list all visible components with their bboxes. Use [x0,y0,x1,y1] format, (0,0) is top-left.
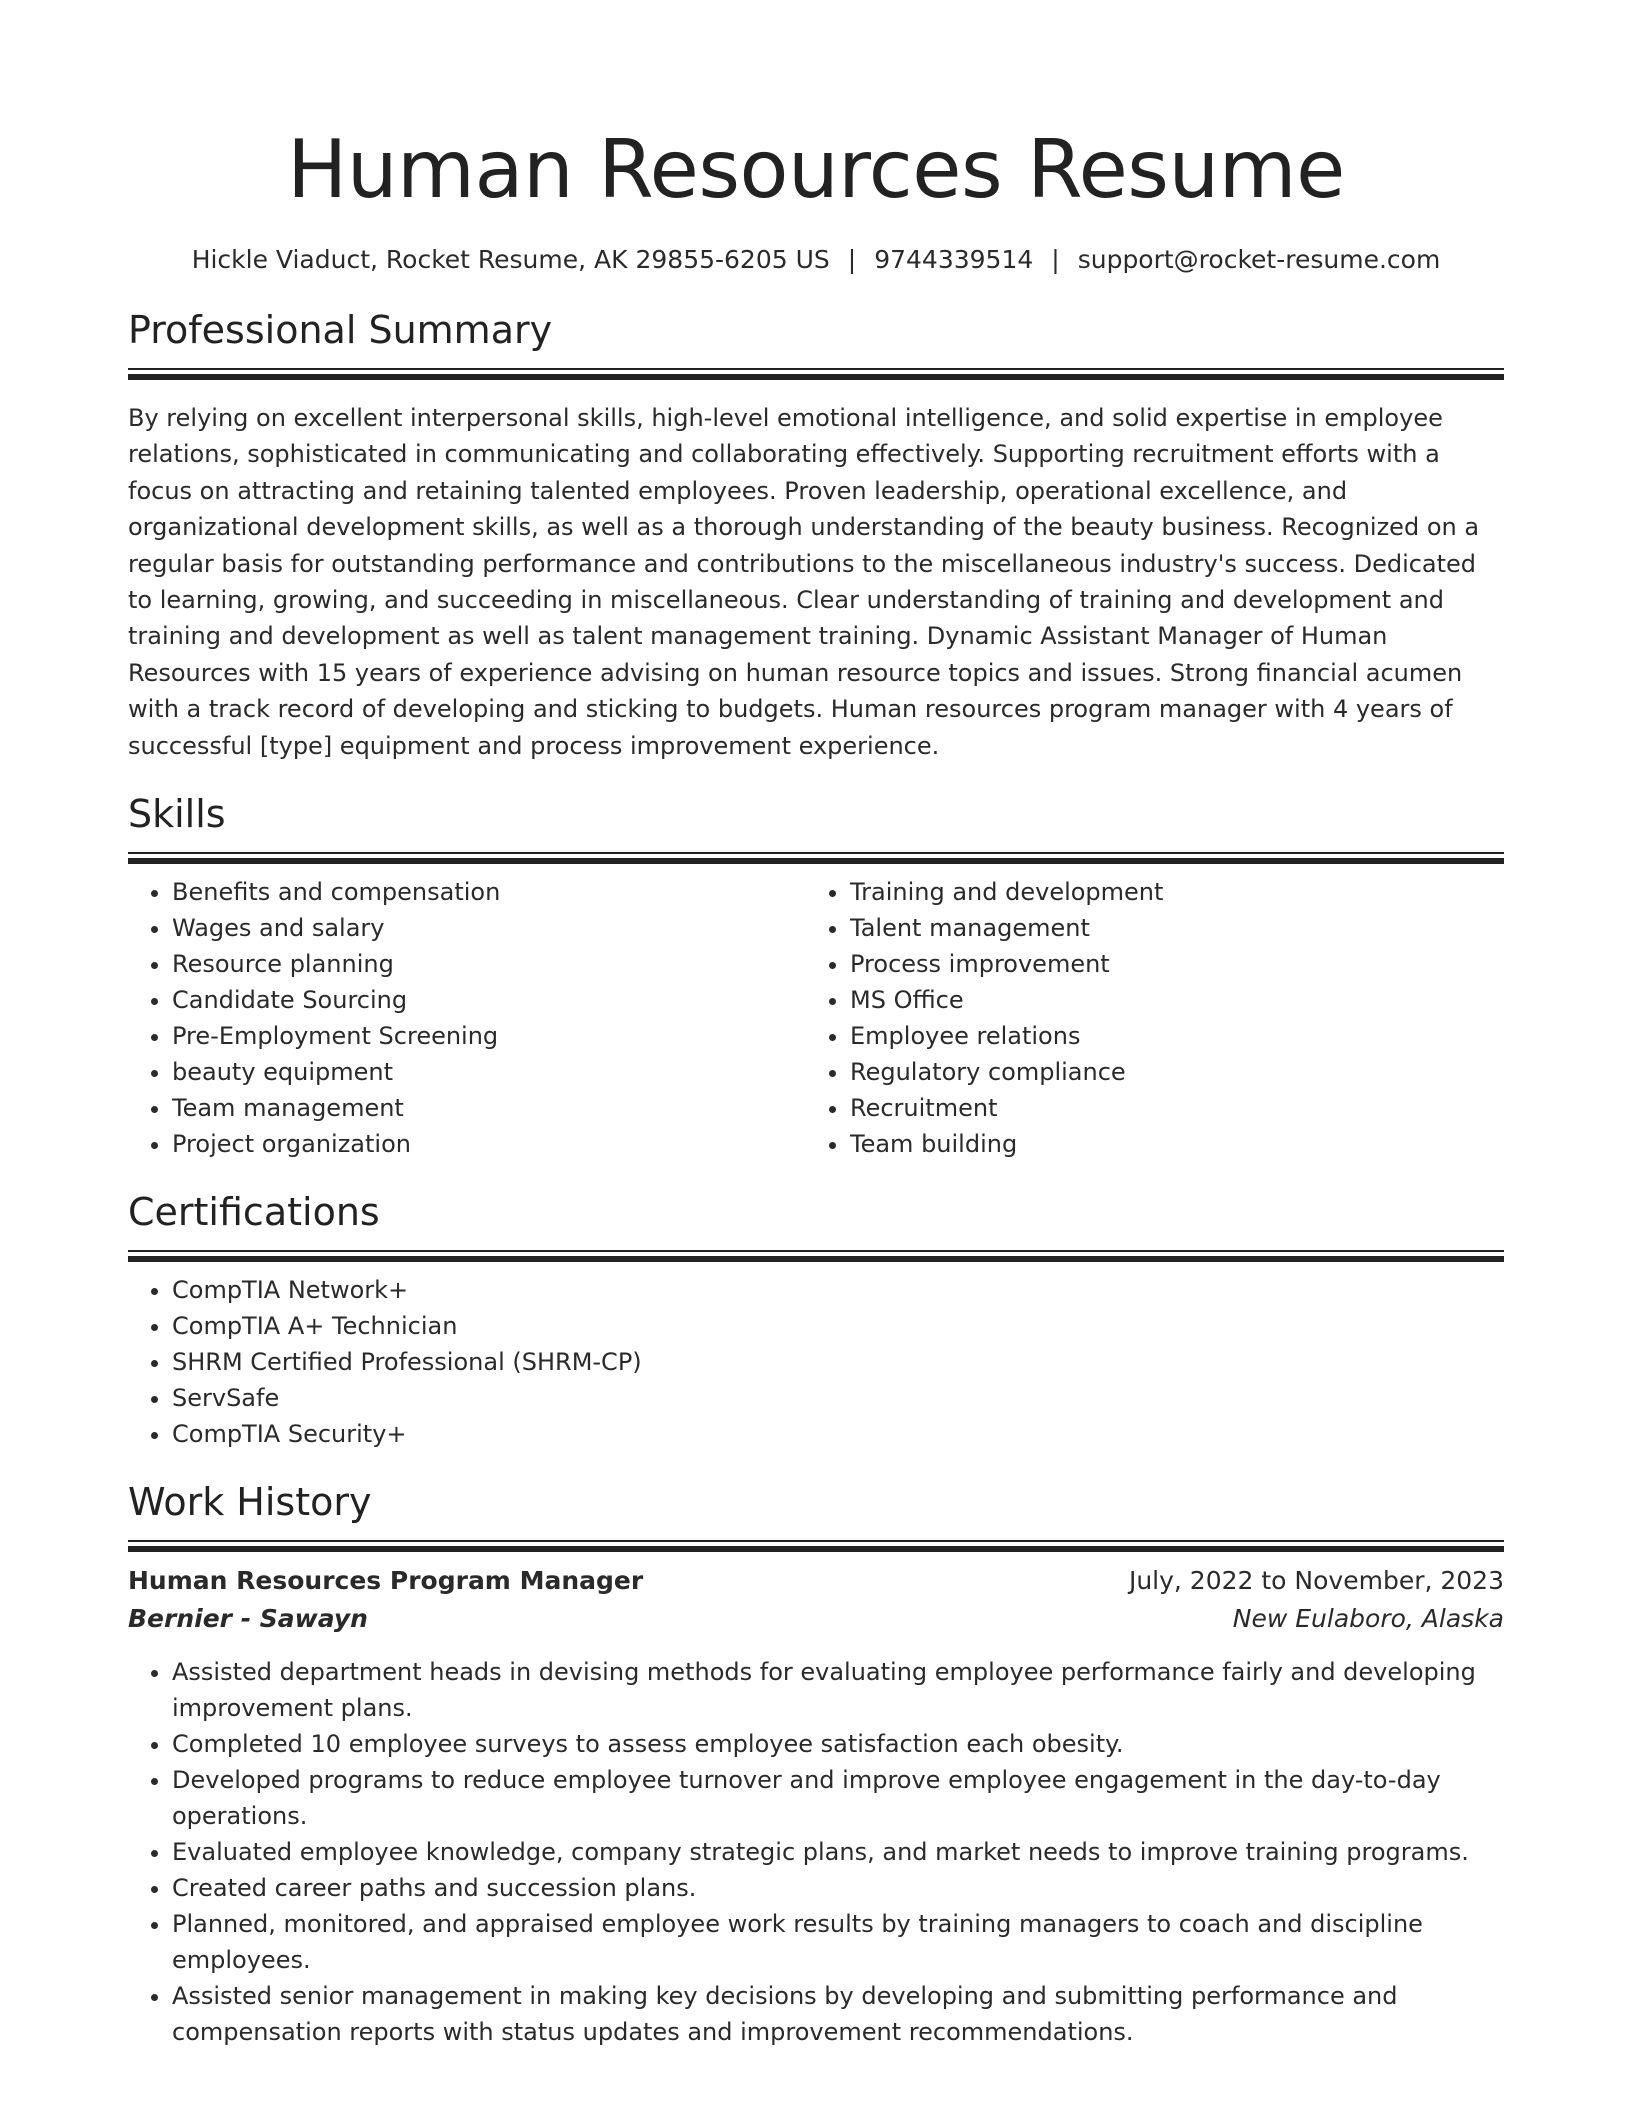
certifications-section [128,1188,1504,1452]
resume-title: Human Resources Resume [287,123,1345,216]
skills-right-column [806,874,1484,1162]
skill-item: • Training and development [850,874,1484,910]
skill-item: • Regulatory compliance [850,1054,1484,1090]
job-title: Human Resources Program Manager [128,1566,644,1596]
summary-heading: Professional Summary [128,308,553,352]
job-entry [128,1562,1504,2050]
skill-item: • Team management [172,1090,806,1126]
resume-page [128,0,1504,2050]
certification-item: • ServSafe [172,1380,1504,1416]
section-divider [128,1250,1504,1252]
job-duty: • Created career paths and succession plans. [172,1870,1504,1906]
section-divider [128,1540,1504,1542]
skills-columns [128,874,1504,1162]
job-duty: • Completed 10 employee surveys to assess employee satisfaction each obesity. [172,1726,1504,1762]
job-company: Bernier - Sawayn [128,1604,368,1634]
skill-item: • Project organization [172,1126,806,1162]
certification-item: • CompTIA Network+ [172,1272,1504,1308]
skill-item: • Resource planning [172,946,806,982]
job-title-row [128,1562,1504,1600]
job-duty: • Planned, monitored, and appraised employee work results by training managers to coach and discipline employees. [172,1906,1504,1978]
skill-item: • MS Office [850,982,1484,1018]
skills-right-list [806,874,1484,1162]
job-location: New Eulaboro, Alaska [1232,1604,1504,1634]
contact-separator: | [1051,245,1060,274]
job-dates: July, 2022 to November, 2023 [1128,1566,1504,1596]
certification-item: • SHRM Certified Professional (SHRM-CP) [172,1344,1504,1380]
skill-item: • Candidate Sourcing [172,982,806,1018]
contact-line [128,244,1504,276]
work-history-section [128,1478,1504,2050]
job-duty: • Assisted senior management in making key decisions by developing and submitting performance and compensation reports with status updates and improvement recommendations. [172,1978,1504,2050]
certifications-list [128,1272,1504,1452]
skills-section [128,790,1504,1162]
job-company-row [128,1600,1504,1638]
job-duties-list [128,1654,1504,2050]
work-history-heading: Work History [128,1480,372,1525]
contact-separator: | [847,245,857,274]
skills-left-column [128,874,806,1162]
job-duty: • Assisted department heads in devising methods for evaluating employee performance fairly and developing improvement plans. [172,1654,1504,1726]
summary-text: By relying on excellent interpersonal skills, high-level emotional intelligence, and solid expertise in employee relations, sophisticated in communicating and collaborating effectively. Supporting recruitment efforts with a focus on attracting and retaining talented employees. Proven leadership, operational excellence, and organizational development skills, as well as a thorough understanding of the beauty business. Recognized on a regular basis for outstanding performance and contributions to the miscellaneous industry's success. Dedicated to learning, growing, and succeeding in miscellaneous. Clear understanding of training and development and training and development as well as talent management training. Dynamic Assistant Manager of Human Resources with 15 years of experience advising on human resource topics and issues. Strong financial acumen with a track record of developing and sticking to budgets. Human resources program manager with 4 years of successful [type] equipment and process improvement experience. [128,404,1480,760]
skill-item: • Benefits and compensation [172,874,806,910]
certification-item: • CompTIA A+ Technician [172,1308,1504,1344]
contact-phone: 9744339514 [874,245,1034,274]
certifications-heading: Certifications [128,1190,380,1235]
skill-item: • Recruitment [850,1090,1484,1126]
skill-item: • Process improvement [850,946,1484,982]
section-divider [128,368,1504,370]
skills-heading: Skills [128,792,226,837]
skill-item: • Employee relations [850,1018,1484,1054]
job-duty: • Developed programs to reduce employee turnover and improve employee engagement in the day-to-day operations. [172,1762,1504,1834]
skill-item: • beauty equipment [172,1054,806,1090]
certification-item: • CompTIA Security+ [172,1416,1504,1452]
skill-item: • Team building [850,1126,1484,1162]
summary-section [128,306,1504,764]
contact-address: Hickle Viaduct, Rocket Resume, AK 29855-6205 US [191,245,830,274]
contact-email: support@rocket-resume.com [1077,245,1441,274]
skill-item: • Wages and salary [172,910,806,946]
skills-left-list [128,874,806,1162]
skill-item: • Talent management [850,910,1484,946]
section-divider [128,852,1504,854]
skill-item: • Pre-Employment Screening [172,1018,806,1054]
job-duty: • Evaluated employee knowledge, company strategic plans, and market needs to improve training programs. [172,1834,1504,1870]
